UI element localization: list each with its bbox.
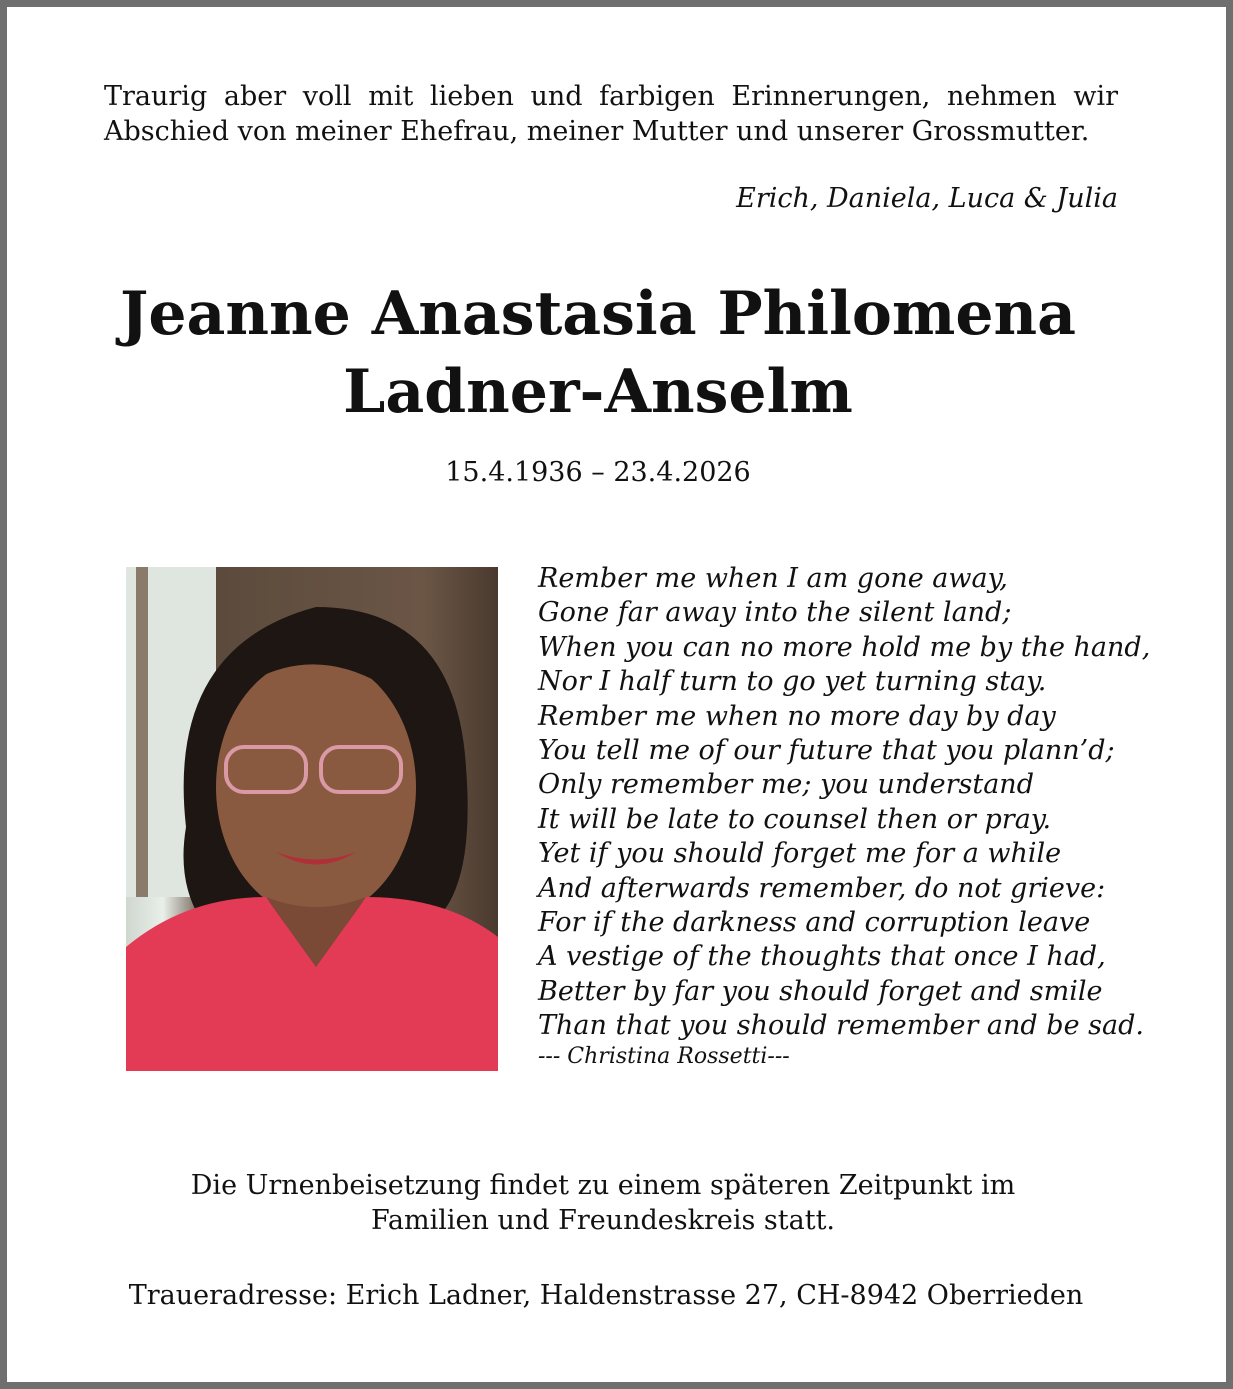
burial-notice: [7, 1168, 1199, 1238]
mourning-address: Traueradresse: Erich Ladner, Haldenstrasse 27, CH-8942 Oberrieden: [128, 1280, 1084, 1311]
poem-line: Only remember me; you understand: [538, 769, 1034, 801]
poem-line: For if the darkness and corruption leave: [538, 907, 1091, 939]
obituary-page: [7, 7, 1226, 1382]
burial-line: Die Urnenbeisetzung findet zu einem späteren Zeitpunkt im: [190, 1170, 1016, 1201]
portrait-photo: [126, 567, 498, 1071]
burial-line: Familien und Freundeskreis statt.: [370, 1205, 836, 1236]
poem-line: Rember me when no more day by day: [538, 700, 1056, 732]
poem-line: Nor I half turn to go yet turning stay.: [538, 666, 1047, 698]
poem-line: You tell me of our future that you plann’d;: [538, 735, 1115, 767]
poem-line: Better by far you should forget and smile: [538, 975, 1103, 1007]
poem-line: Than that you should remember and be sad.: [538, 1010, 1144, 1042]
poem-line: Gone far away into the silent land;: [538, 597, 1012, 629]
signatories: Erich, Daniela, Luca & Julia: [736, 183, 1118, 214]
poem: [538, 562, 1150, 1070]
poem-line: Rember me when I am gone away,: [538, 563, 1008, 594]
intro-text: Traurig aber voll mit lieben und farbigen Erinnerungen, nehmen wir Abschied von meiner Ehefrau, meiner Mutter und unserer Grossmutter.: [104, 81, 1118, 147]
poem-line: It will be late to counsel then or pray.: [538, 803, 1052, 835]
poem-line: And afterwards remember, do not grieve:: [538, 872, 1106, 904]
deceased-name-line1: Jeanne Anastasia Philomena: [119, 279, 1076, 349]
life-dates: 15.4.1936 – 23.4.2026: [445, 457, 751, 488]
deceased-name-line2: Ladner-Anselm: [343, 357, 853, 427]
poem-line: A vestige of the thoughts that once I had,: [538, 941, 1106, 973]
poem-line: When you can no more hold me by the hand,: [538, 631, 1151, 663]
poem-line: Yet if you should forget me for a while: [538, 838, 1062, 870]
poem-author: --- Christina Rossetti---: [538, 1043, 790, 1069]
